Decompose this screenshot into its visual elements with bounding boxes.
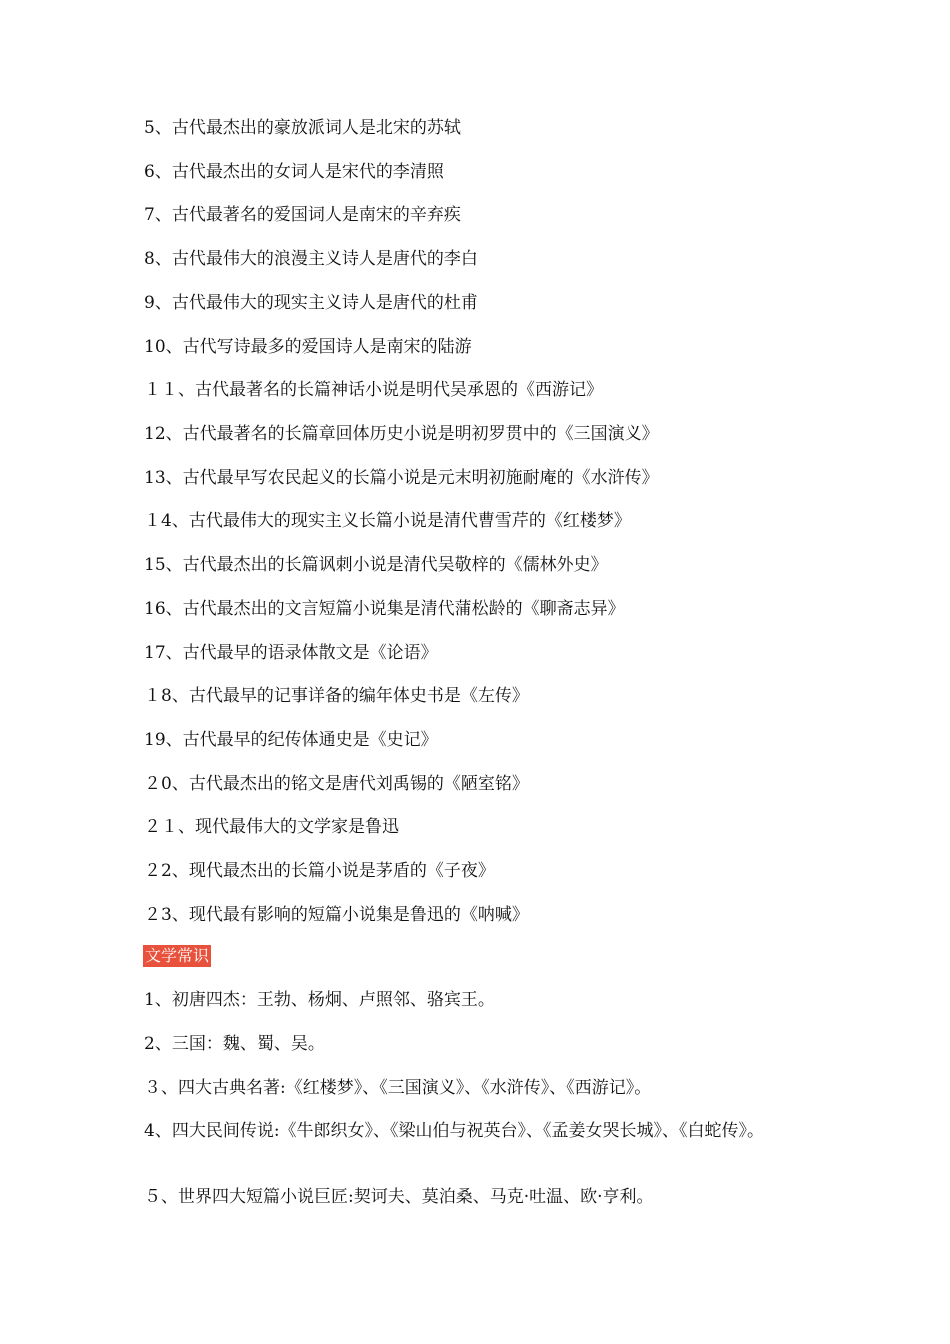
list-item: ２0、古代最杰出的铭文是唐代刘禹锡的《陋室铭》 bbox=[144, 774, 529, 794]
list-item: 15、古代最杰出的长篇讽刺小说是清代吴敬梓的《儒林外史》 bbox=[144, 555, 608, 575]
list-item: 7、古代最著名的爱国词人是南宋的辛弃疾 bbox=[144, 205, 461, 225]
knowledge-item: ５、世界四大短篇小说巨匠:契诃夫、莫泊桑、马克·吐温、欧·亨利。 bbox=[144, 1187, 654, 1207]
list-item: ２１、现代最伟大的文学家是鲁迅 bbox=[144, 817, 399, 837]
section-heading: 文学常识 bbox=[145, 946, 210, 965]
list-item: 17、古代最早的语录体散文是《论语》 bbox=[144, 643, 438, 663]
list-item: 9、古代最伟大的现实主义诗人是唐代的杜甫 bbox=[144, 293, 478, 313]
list-item: 6、古代最杰出的女词人是宋代的李清照 bbox=[144, 162, 444, 182]
list-item: １8、古代最早的记事详备的编年体史书是《左传》 bbox=[144, 686, 529, 706]
list-item: 19、古代最早的纪传体通史是《史记》 bbox=[144, 730, 438, 750]
knowledge-item: 2、三国：魏、蜀、吴。 bbox=[144, 1034, 325, 1054]
list-item: 16、古代最杰出的文言短篇小说集是清代蒲松龄的《聊斋志异》 bbox=[144, 599, 625, 619]
list-item: 8、古代最伟大的浪漫主义诗人是唐代的李白 bbox=[144, 249, 478, 269]
list-item: １4、古代最伟大的现实主义长篇小说是清代曹雪芹的《红楼梦》 bbox=[144, 511, 631, 531]
list-item: 12、古代最著名的长篇章回体历史小说是明初罗贯中的《三国演义》 bbox=[144, 424, 659, 444]
list-item: ２3、现代最有影响的短篇小说集是鲁迅的《呐喊》 bbox=[144, 905, 529, 925]
knowledge-item: 1、初唐四杰：王勃、杨炯、卢照邻、骆宾王。 bbox=[144, 990, 495, 1010]
knowledge-item: 4、四大民间传说:《牛郎织女》、《梁山伯与祝英台》、《孟姜女哭长城》、《白蛇传》。 bbox=[144, 1121, 765, 1141]
knowledge-item: ３、四大古典名著:《红楼梦》、《三国演义》、《水浒传》、《西游记》。 bbox=[144, 1078, 652, 1098]
list-item: 5、古代最杰出的豪放派词人是北宋的苏轼 bbox=[144, 118, 461, 138]
list-item: 10、古代写诗最多的爱国诗人是南宋的陆游 bbox=[144, 337, 472, 357]
list-item: ２2、现代最杰出的长篇小说是茅盾的《子夜》 bbox=[144, 861, 495, 881]
list-item: 13、古代最早写农民起义的长篇小说是元末明初施耐庵的《水浒传》 bbox=[144, 468, 659, 488]
list-item: １１、古代最著名的长篇神话小说是明代吴承恩的《西游记》 bbox=[144, 380, 603, 400]
